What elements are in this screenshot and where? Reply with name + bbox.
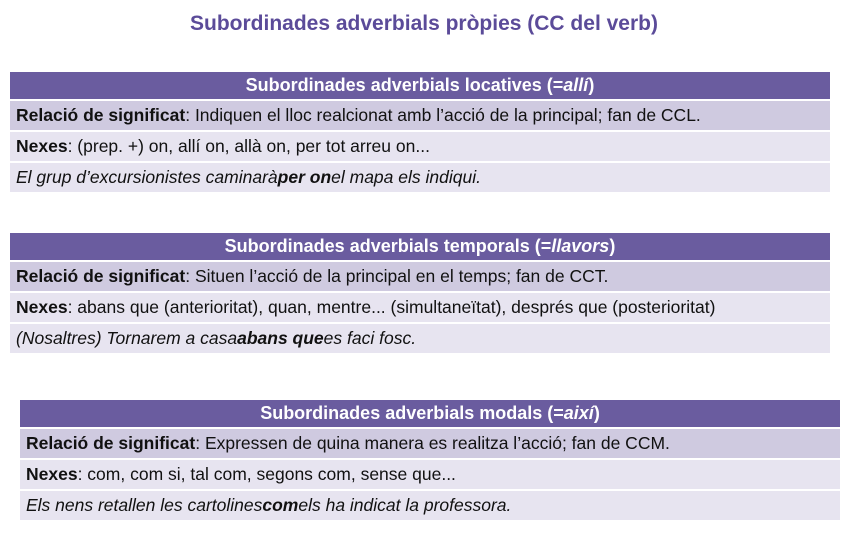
meaning-row (10, 101, 830, 132)
table-temporals (10, 233, 830, 355)
header-text: Subordinades adverbials temporals (= (224, 236, 552, 256)
header-italic: així (563, 403, 594, 423)
example-nexe: com (262, 495, 299, 515)
meaning-label: Relació de significat (26, 433, 196, 453)
nexes-text: : abans que (anterioritat), quan, mentre... (simultaneïtat), després que (posterioritat) (67, 297, 716, 317)
example-after: es faci fosc. (323, 328, 417, 348)
nexes-row (20, 460, 840, 491)
header-italic: allí (563, 75, 589, 95)
example-row (10, 163, 830, 194)
header-suffix: ) (588, 75, 595, 95)
table-header (10, 72, 830, 101)
nexes-label: Nexes (26, 464, 78, 484)
header-suffix: ) (609, 236, 616, 256)
nexes-label: Nexes (16, 136, 68, 156)
meaning-text: : Indiquen el lloc realcionat amb l’acció de la principal; fan de CCL. (185, 105, 701, 125)
example-row (10, 324, 830, 355)
header-italic: llavors (551, 236, 610, 256)
meaning-text: : Expressen de quina manera es realitza l’acció; fan de CCM. (195, 433, 670, 453)
table-header (10, 233, 830, 262)
example-before: El grup d’excursionistes caminarà (16, 167, 278, 187)
nexes-label: Nexes (16, 297, 68, 317)
table-modals (20, 400, 840, 522)
meaning-label: Relació de significat (16, 266, 186, 286)
nexes-row (10, 293, 830, 324)
meaning-label: Relació de significat (16, 105, 186, 125)
example-before: Els nens retallen les cartolines (26, 495, 263, 515)
table-header (20, 400, 840, 429)
example-before: (Nosaltres) Tornarem a casa (16, 328, 238, 348)
example-after: el mapa els indiqui. (331, 167, 481, 187)
example-after: els ha indicat la professora. (298, 495, 512, 515)
header-text: Subordinades adverbials locatives (= (245, 75, 564, 95)
nexes-text: : com, com si, tal com, segons com, sense que... (77, 464, 456, 484)
page-title: Subordinades adverbials pròpies (CC del verb) (190, 12, 658, 35)
header-text: Subordinades adverbials modals (= (260, 403, 564, 423)
example-nexe: per on (277, 167, 332, 187)
header-suffix: ) (593, 403, 600, 423)
meaning-row (10, 262, 830, 293)
example-nexe: abans que (237, 328, 324, 348)
meaning-text: : Situen l’acció de la principal en el temps; fan de CCT. (185, 266, 609, 286)
meaning-row (20, 429, 840, 460)
nexes-text: : (prep. +) on, allí on, allà on, per tot arreu on... (67, 136, 430, 156)
table-locatives (10, 72, 830, 194)
example-row (20, 491, 840, 522)
nexes-row (10, 132, 830, 163)
